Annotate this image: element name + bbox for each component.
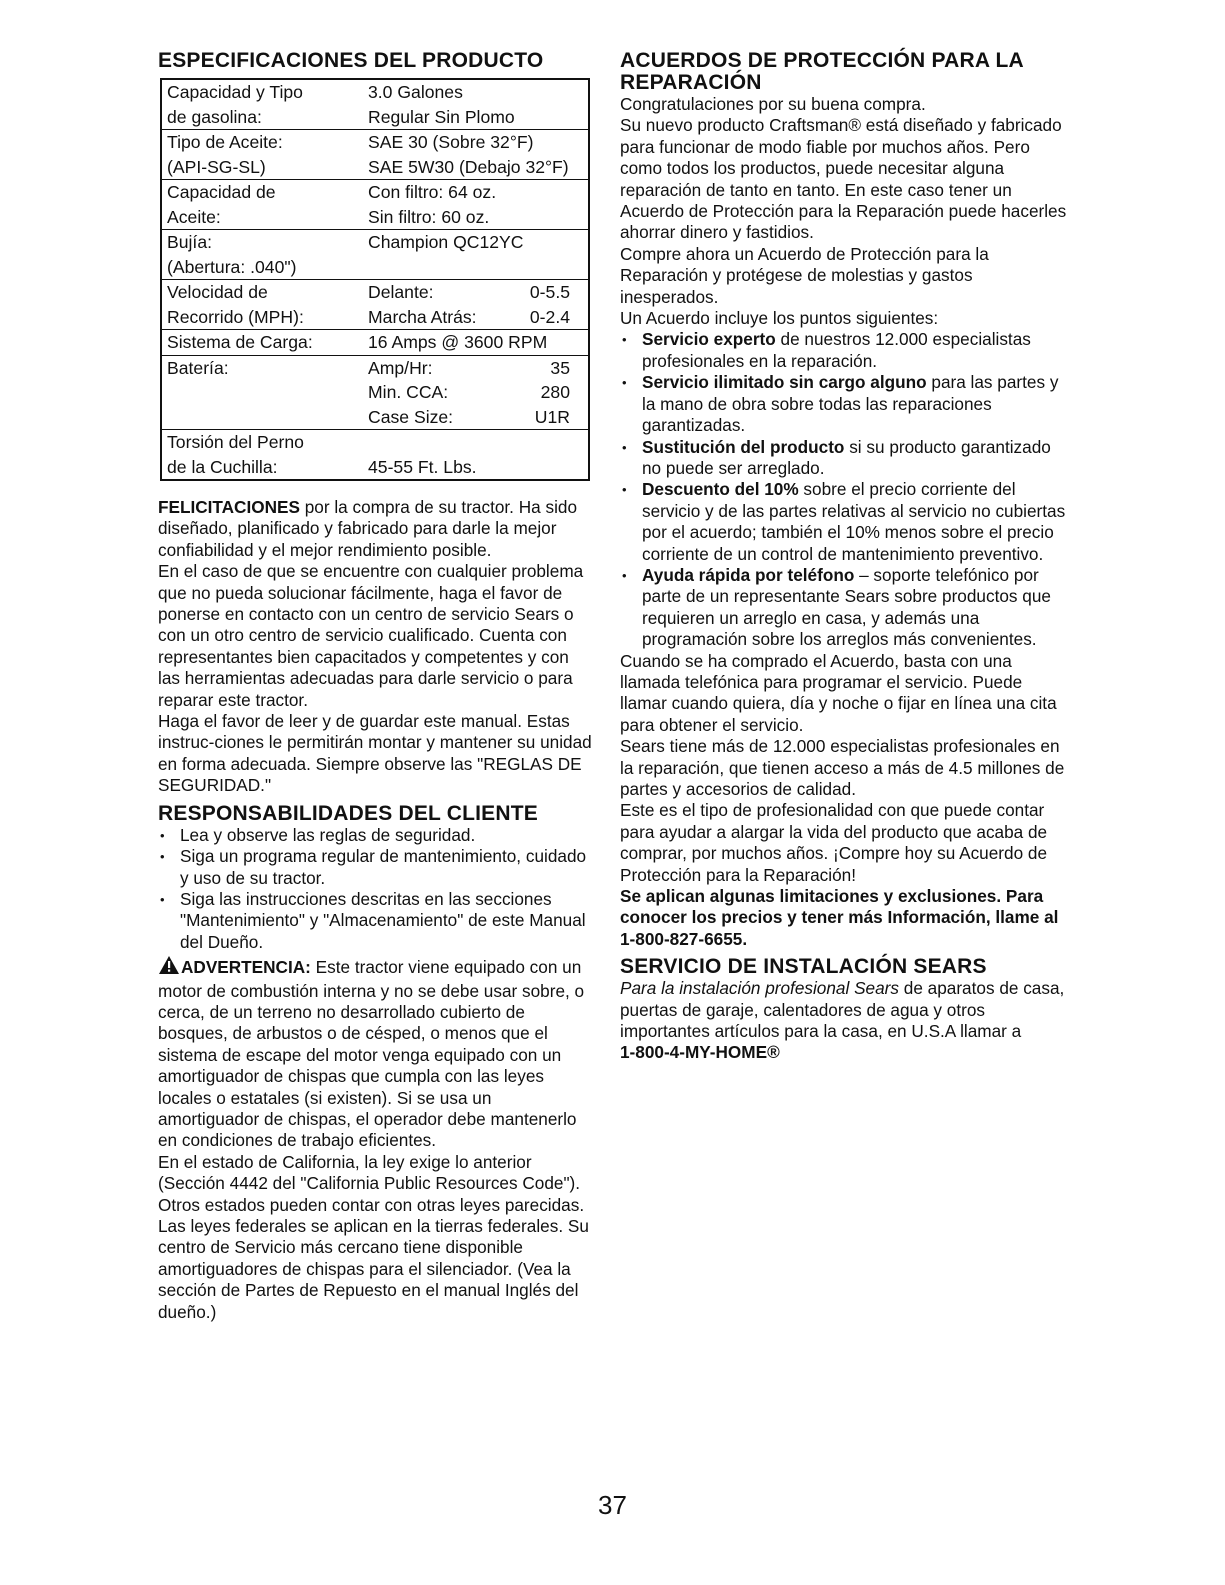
- responsibility-item: • Siga un programa regular de mantenimiento, cuidado y uso de su tractor.: [158, 846, 593, 889]
- california-paragraph: En el estado de California, la ley exige lo anterior (Sección 4442 del "California Public Resources Code"). Otros estados pueden contar con otras leyes parecidas. Las leyes federales se aplican en la tierras federales. Su centro de Servicio más cercano tiene disponible amortiguadores de chispas para el silenciador. (Vea la sección de Partes de Repuesto en el manual Inglés del dueño.): [158, 1151, 589, 1322]
- manual-paragraph: Haga el favor de leer y de guardar este manual. Estas instruc-ciones le permitirán montar y mantener su unidad en forma adecuada. Siempre observe las "REGLAS DE SEGURIDAD.": [158, 711, 592, 796]
- spec-value: 16 Amps @ 3600 RPM: [363, 330, 589, 356]
- warning-triangle-icon: [158, 955, 180, 980]
- sears-phone: 1-800-4-MY-HOME®: [620, 1042, 780, 1063]
- spec-row: [161, 330, 589, 356]
- buy-now-paragraph: Compre ahora un Acuerdo de Protección para la Reparación y protégese de molestias y gastos inesperados.: [620, 243, 989, 307]
- spec-label: Sistema de Carga:: [161, 330, 363, 356]
- spec-table: [160, 78, 590, 481]
- agreement-item: • Ayuda rápida por teléfono – soporte telefónico por parte de un representante Sears sobre productos que requieren un arreglo en casa, y además una programación sobre los arreglos más convenientes.: [620, 565, 1070, 651]
- responsibilities-title: RESPONSABILIDADES DEL CLIENTE: [158, 801, 538, 825]
- specialists-paragraph: Sears tiene más de 12.000 especialistas profesionales en la reparación, que tienen acceso a más de 4.5 millones de partes y accesorios de calidad.: [620, 736, 1065, 799]
- spec-label: Velocidad de Recorrido (MPH):: [161, 280, 363, 330]
- warning-label: ADVERTENCIA:: [181, 957, 311, 978]
- spec-value: 3.0 Galones Regular Sin Plomo: [363, 79, 589, 130]
- spec-label: Capacidad y Tipo de gasolina:: [161, 79, 363, 130]
- congrats-paragraph: FELICITACIONES por la compra de su tractor. Ha sido diseñado, planificado y fabricado para darle la mejor confiabilidad y el mejor rendimiento posible.: [158, 497, 578, 560]
- professionalism-paragraph: Este es el tipo de profesionalidad con que puede contar para ayudar a alargar la vida del producto que acaba de comprar, por muchos años. ¡Compre hoy su Acuerdo de Protección para la Reparación!: [620, 800, 1048, 885]
- purchase-paragraph: Cuando se ha comprado el Acuerdo, basta con una llamada telefónica para programar el servicio. Puede llamar cuando quiera, día y noche o fijar en línea una cita para obtener el servicio.: [620, 650, 1057, 735]
- product-paragraph: Su nuevo producto Craftsman® está diseñado y fabricado para funcionar de modo fiable por muchos años. Pero como todos los productos, puede necesitar alguna reparación de tanto en tanto. En este caso tener un Acuerdo de Protección para la Reparación puede hacerles ahorrar dinero y fastidios.: [620, 115, 1067, 243]
- sears-install-title: SERVICIO DE INSTALACIÓN SEARS: [620, 955, 987, 979]
- agreement-list: [620, 329, 1070, 650]
- spec-row: [161, 355, 589, 430]
- spec-row: [161, 79, 589, 130]
- service-paragraph: En el caso de que se encuentre con cualquier problema que no pueda solucionar fácilmente, haga el favor de ponerse en contacto con un centro de servicio Sears o con un otro centro de servicio cualificado. Cuenta con representantes bien capacitados y competentes y con las herramientas adecuadas para darle servicio o para reparar este tractor.: [158, 561, 584, 710]
- left-column: [158, 50, 593, 1323]
- spec-row: [161, 180, 589, 230]
- spec-value: Amp/Hr: 35 Min. CCA: 280 Case Size: U1R: [363, 355, 589, 430]
- spec-value: Delante: 0-5.5 Marcha Atrás: 0-2.4: [363, 280, 589, 330]
- includes-line: Un Acuerdo incluye los puntos siguientes:: [620, 308, 939, 329]
- spec-row: [161, 230, 589, 280]
- spec-value: SAE 30 (Sobre 32°F) SAE 5W30 (Debajo 32°F): [363, 130, 589, 180]
- protection-title: ACUERDOS DE PROTECCIÓN PARA LA REPARACIÓN: [620, 49, 1024, 94]
- spec-value: Champion QC12YC: [363, 230, 589, 280]
- right-column: [620, 50, 1070, 1064]
- spec-label: Batería:: [161, 355, 363, 430]
- congrats-line: Congratulaciones por su buena compra.: [620, 94, 926, 114]
- spec-label: Capacidad de Aceite:: [161, 180, 363, 230]
- agreement-item: • Sustitución del producto si su producto garantizado no puede ser arreglado.: [620, 437, 1070, 480]
- spec-label: Bujía: (Abertura: .040"): [161, 230, 363, 280]
- spec-value: Con filtro: 64 oz. Sin filtro: 60 oz.: [363, 180, 589, 230]
- spec-row: [161, 280, 589, 330]
- page-number: 37: [598, 1490, 627, 1520]
- responsibility-item: • Siga las instrucciones descritas en las secciones "Mantenimiento" y "Almacenamiento" de este Manual del Dueño.: [158, 889, 593, 953]
- spec-row: [161, 130, 589, 180]
- agreement-item: • Descuento del 10% sobre el precio corriente del servicio y de las partes relativas al servicio no cubiertas por el acuerdo; también el 10% menos sobre el precio corriente de un control de mantenimiento preventivo.: [620, 479, 1070, 565]
- agreement-item: • Servicio experto de nuestros 12.000 especialistas profesionales en la reparación.: [620, 329, 1070, 372]
- agreement-item: • Servicio ilimitado sin cargo alguno para las partes y la mano de obra sobre todas las reparaciones garantizadas.: [620, 372, 1070, 436]
- spec-row: [161, 430, 589, 481]
- spec-label: Torsión del Perno de la Cuchilla:: [167, 432, 304, 477]
- limitations-paragraph: Se aplican algunas limitaciones y exclusiones. Para conocer los precios y tener más Información, llame al 1-800-827-6655.: [620, 886, 1059, 949]
- congrats-heading: FELICITACIONES: [158, 497, 300, 517]
- spec-value: 45-55 Ft. Lbs.: [368, 456, 477, 477]
- warning-paragraph: ADVERTENCIA: Este tractor viene equipado con un motor de combustión interna y no se debe usar sobre, o cerca, de un terreno no desarrollado cubierto de bosques, de arbustos o de césped, o menos que el sistema de escape del motor venga equipado con un amortiguador de chispas que cumpla con las leyes locales o estatales (si existen). Si se usa un amortiguador de chispas, el operador debe mantenerlo en condiciones de trabajo eficientes.: [158, 957, 585, 1151]
- responsibility-item: • Lea y observe las reglas de seguridad.: [158, 825, 593, 846]
- sears-install-paragraph: Para la instalación profesional Sears de aparatos de casa, puertas de garaje, calentadores de agua y otros importantes artículos para la casa, en U.S.A llamar a 1-800-4-MY-HOME®: [620, 978, 1065, 1063]
- responsibilities-list: [158, 825, 593, 953]
- spec-label: Tipo de Aceite: (API-SG-SL): [161, 130, 363, 180]
- spec-title: ESPECIFICACIONES DEL PRODUCTO: [158, 49, 544, 72]
